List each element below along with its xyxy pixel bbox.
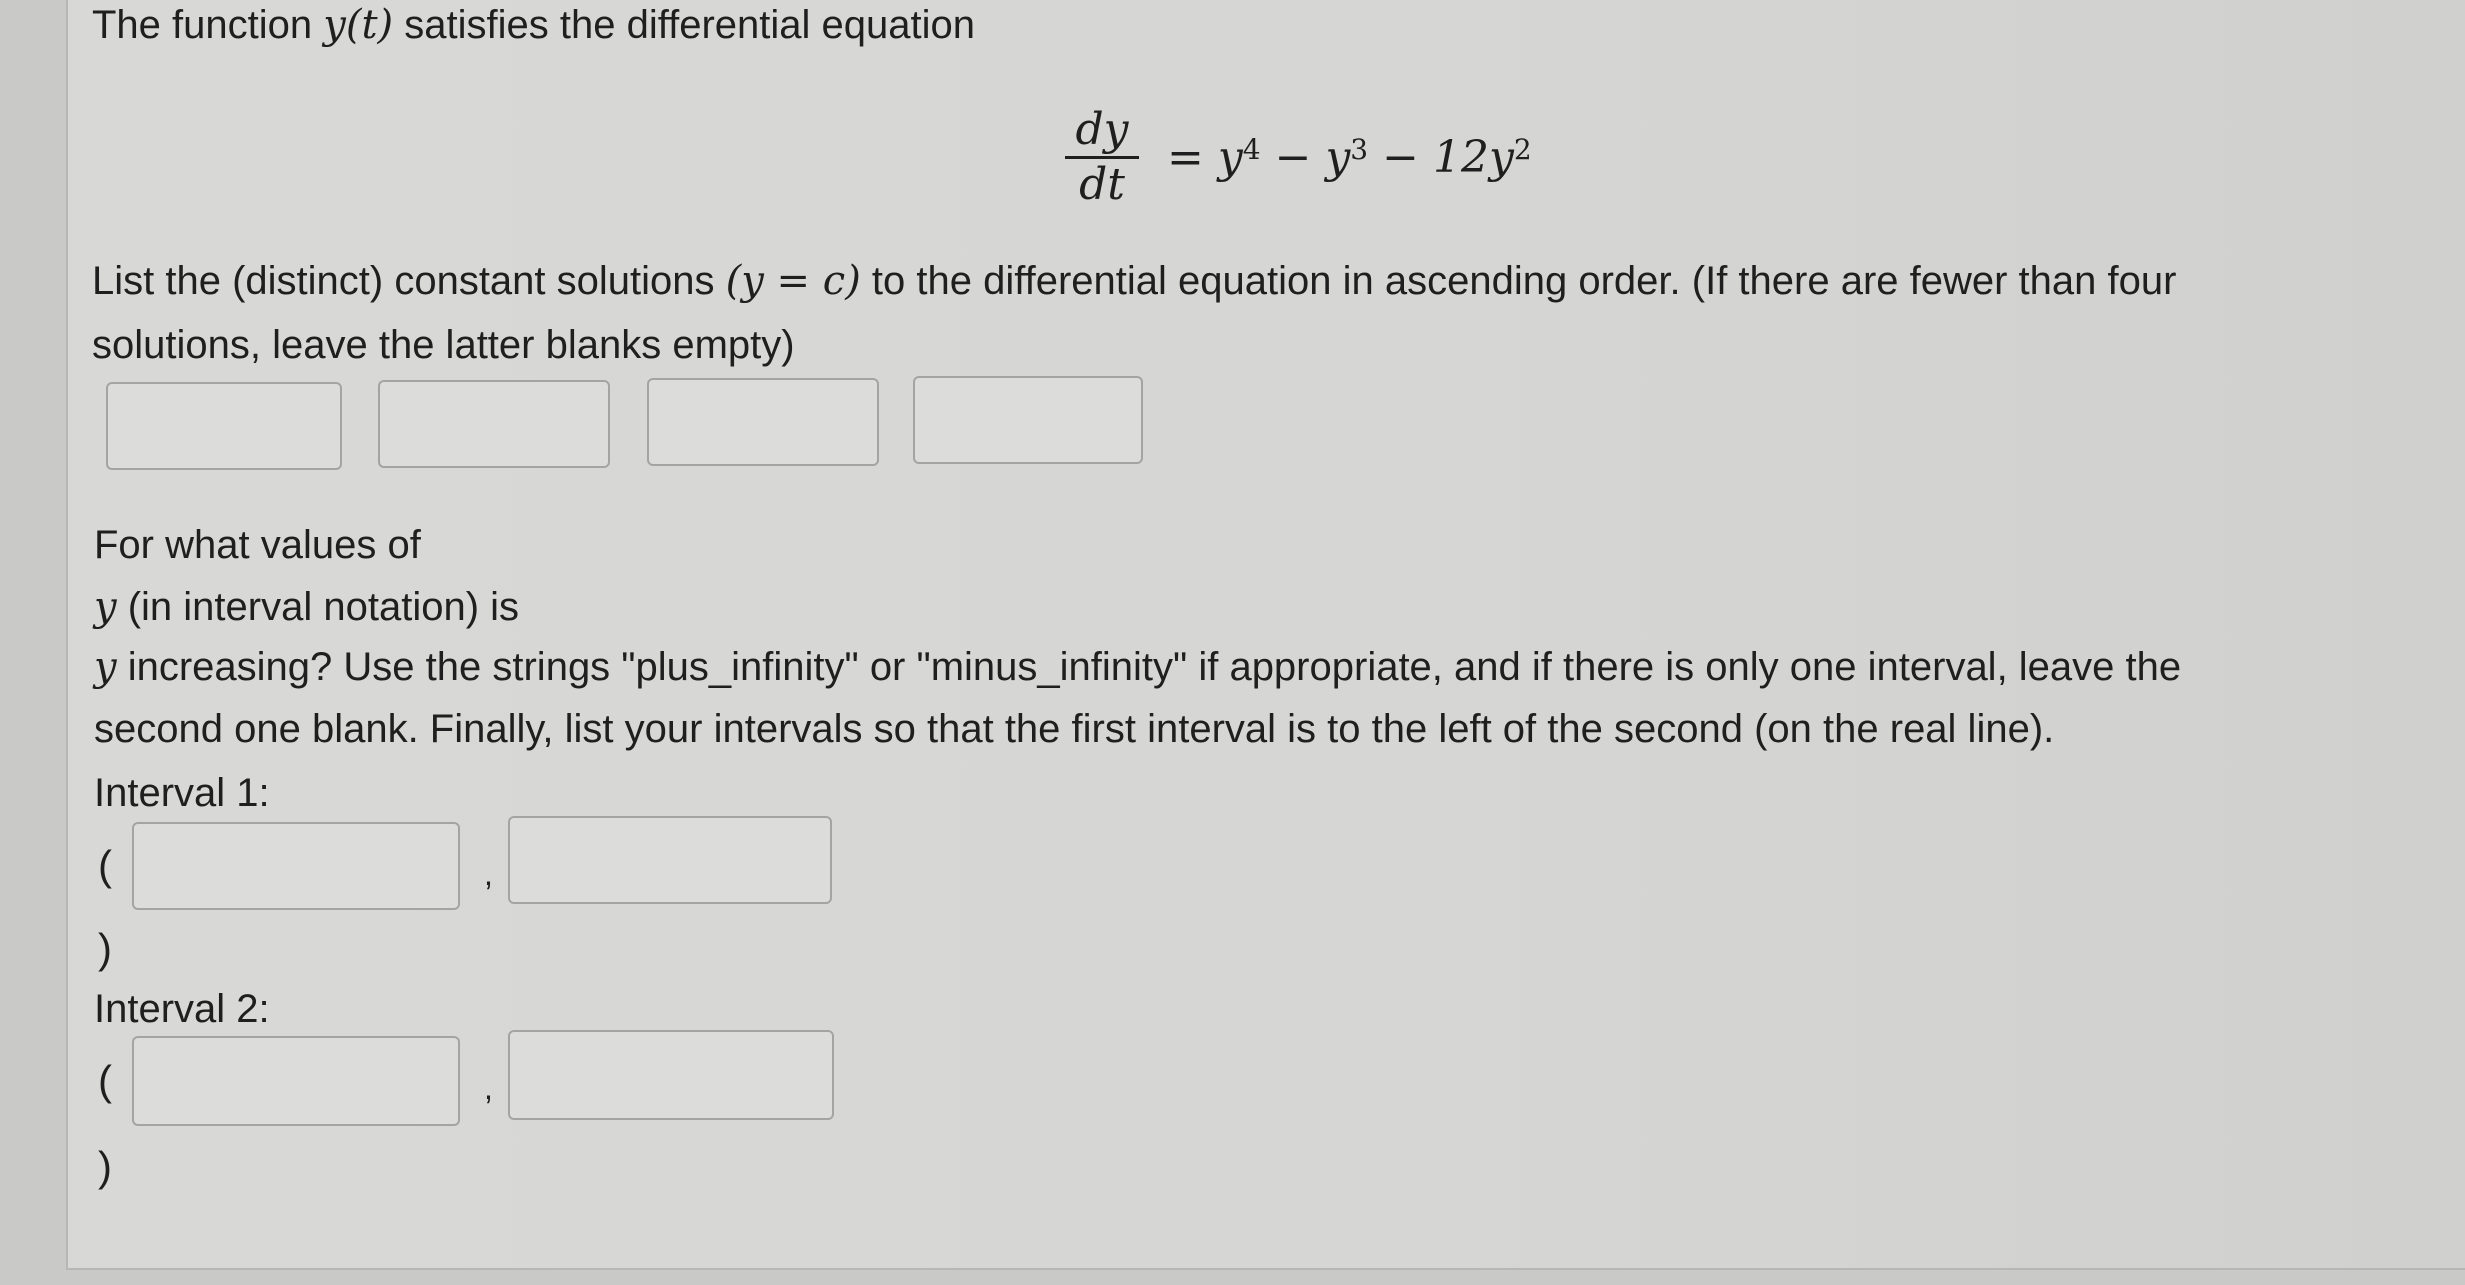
intro-text	[92, 2, 975, 48]
interval-question-line-4: second one blank. Finally, list your intervals so that the first interval is to the left of the second (on the real line).	[94, 707, 2055, 751]
interval-1-comma: ,	[484, 856, 493, 892]
interval-question-line-3	[94, 644, 2181, 690]
fraction-numerator: dy	[1075, 103, 1129, 155]
equation-rhs	[1153, 132, 1532, 183]
interval-question-line-1: For what values of	[94, 523, 421, 567]
constant-q-suffix: to the differential equation in ascending order. (If there are fewer than four	[860, 259, 2177, 303]
constant-q-math: (y = c)	[725, 258, 861, 304]
interval-q-line2-text: (in interval notation) is	[116, 585, 520, 629]
interval-1-right-input[interactable]	[508, 816, 832, 904]
constant-question-line-2: solutions, leave the latter blanks empty)	[92, 323, 795, 367]
constant-solution-input-2[interactable]	[378, 380, 610, 468]
interval-2-left-input[interactable]	[132, 1036, 460, 1126]
interval-2-close-paren: )	[98, 1143, 112, 1190]
interval-question-line-2	[94, 584, 519, 630]
fraction-denominator: dt	[1079, 158, 1125, 210]
derivative-fraction	[1065, 104, 1139, 211]
interval-1-label: Interval 1:	[94, 771, 270, 815]
exponent-3: 2	[1513, 132, 1532, 166]
term-3: 12y	[1433, 131, 1514, 183]
equals-sign: =	[1167, 131, 1204, 183]
interval-1-open-paren: (	[98, 842, 112, 889]
term-1: y	[1217, 131, 1243, 183]
constant-solution-input-3[interactable]	[647, 378, 879, 466]
exponent-1: 4	[1242, 132, 1261, 166]
differential-equation	[1065, 92, 1532, 222]
interval-q-var-2: y	[94, 644, 117, 690]
exponent-2: 3	[1350, 132, 1369, 166]
constant-question-line-1	[92, 258, 2176, 304]
interval-2-open-paren: (	[98, 1057, 112, 1104]
intro-function: y(t)	[323, 2, 394, 48]
interval-1-left-input[interactable]	[132, 822, 460, 910]
intro-prefix: The function	[92, 3, 324, 47]
intro-suffix: satisfies the differential equation	[393, 3, 975, 47]
interval-2-right-input[interactable]	[508, 1030, 834, 1120]
interval-q-line3-text: increasing? Use the strings "plus_infinity" or "minus_infinity" if appropriate, and if there is only one interval, leave the	[116, 645, 2182, 689]
constant-solution-input-1[interactable]	[106, 382, 342, 470]
constant-solution-input-4[interactable]	[913, 376, 1143, 464]
interval-q-var-1: y	[94, 584, 117, 630]
constant-q-prefix: List the (distinct) constant solutions	[92, 259, 726, 303]
interval-2-comma: ,	[484, 1070, 493, 1106]
minus-sign-2: −	[1382, 131, 1419, 183]
term-2: y	[1325, 131, 1351, 183]
interval-2-label: Interval 2:	[94, 987, 270, 1031]
minus-sign-1: −	[1274, 131, 1312, 183]
interval-1-close-paren: )	[98, 925, 112, 972]
